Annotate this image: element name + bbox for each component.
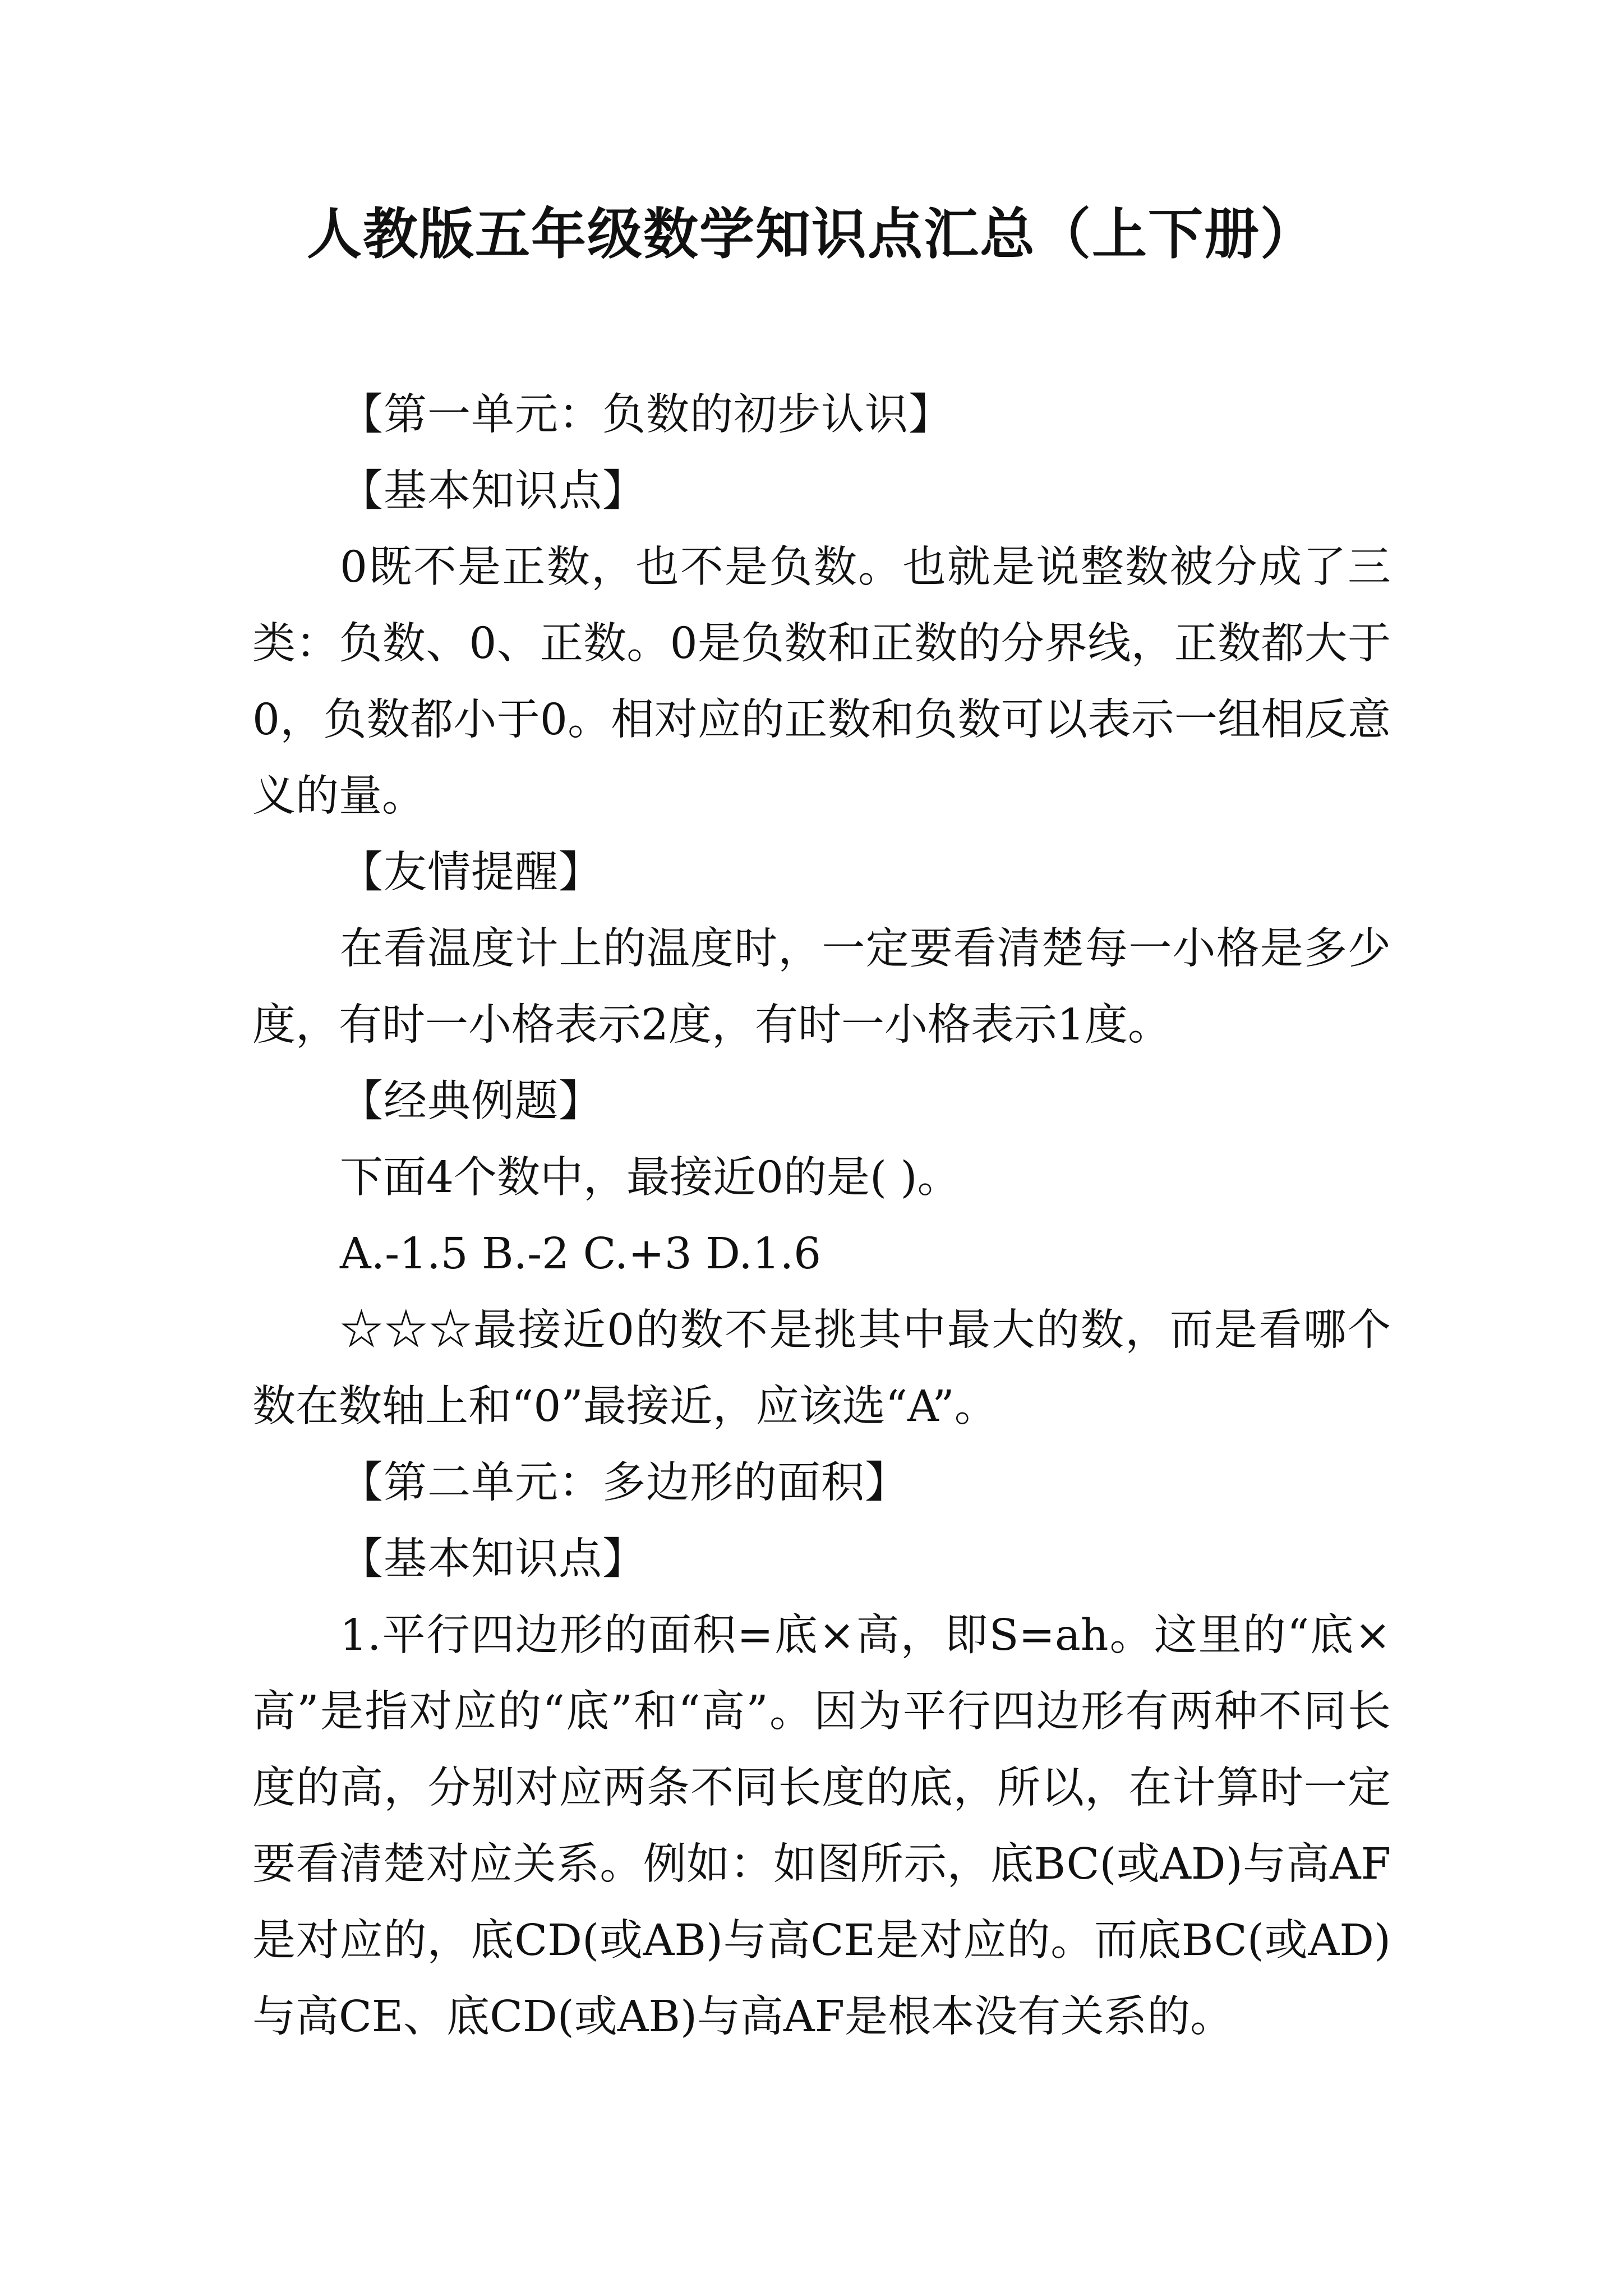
unit-heading: 【第一单元：负数的初步认识】	[340, 390, 952, 440]
body-paragraph: 在看温度计上的温度时，一定要看清楚每一小格是多少度，有时一小格表示2度，有时一小格表示1度。	[252, 924, 1391, 1050]
section-heading: 【友情提醒】	[340, 848, 602, 898]
example-question: 下面4个数中，最接近0的是( )。	[340, 1153, 961, 1203]
section-heading: 【基本知识点】	[340, 1534, 646, 1584]
example-explanation: ☆☆☆最接近0的数不是挑其中最大的数，而是看哪个数在数轴上和“0”最接近，应该选“A”。	[252, 1305, 1391, 1432]
document-title: 人教版五年级数学知识点汇总（上下册）	[306, 203, 1316, 266]
section-heading: 【基本知识点】	[340, 466, 646, 516]
section-heading: 【经典例题】	[340, 1076, 602, 1126]
unit-heading: 【第二单元：多边形的面积】	[340, 1458, 909, 1508]
example-options: A.-1.5 B.-2 C.+3 D.1.6	[340, 1229, 822, 1279]
body-paragraph: 1.平行四边形的面积=底×高，即S=ah。这里的“底×高”是指对应的“底”和“高”。因为平行四边形有两种不同长度的高，分别对应两条不同长度的底，所以，在计算时一定要看清楚对应关系。例如：如图所示，底BC(或AD)与高AF是对应的，底CD(或AB)与高CE是对应的。而底BC(或AD)与高CE、底CD(或AB)与高AF是根本没有关系的。	[252, 1611, 1391, 2042]
body-paragraph: 0既不是正数，也不是负数。也就是说整数被分成了三类：负数、0、正数。0是负数和正数的分界线，正数都大于0，负数都小于0。相对应的正数和负数可以表示一组相反意义的量。	[252, 542, 1391, 821]
document-body	[252, 377, 1391, 2055]
